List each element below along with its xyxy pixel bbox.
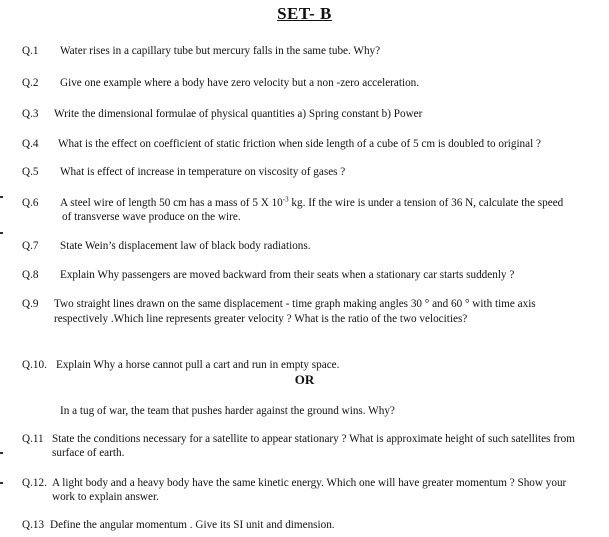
question-8: [22, 268, 514, 283]
question-11: [22, 432, 575, 447]
question-text: Give one example where a body have zero velocity but a non -zero acceleration.: [60, 77, 420, 89]
question-10: [22, 358, 339, 373]
question-9: [22, 297, 536, 312]
question-text-part-b: kg. If the wire is under a tension of 36 N, calculate the speed: [288, 197, 564, 209]
margin-mark: [0, 482, 3, 484]
question-text-part-a: A steel wire of length 50 cm has a mass of 5 X 10: [60, 197, 283, 209]
question-6-continuation: of transverse wave produce on the wire.: [62, 211, 241, 223]
question-text: A light body and a heavy body have the same kinetic energy. Which one will have greater momentum ? Show your: [52, 477, 567, 489]
question-12: [22, 476, 566, 491]
question-number: Q.4: [22, 138, 39, 150]
question-text: Explain Why a horse cannot pull a cart and run in empty space.: [56, 359, 340, 371]
question-12-continuation: work to explain answer.: [52, 491, 159, 503]
question-text: In a tug of war, the team that pushes harder against the ground wins. Why?: [60, 405, 395, 417]
question-10-alternative: [60, 404, 395, 419]
question-number: Q.9: [22, 298, 39, 310]
question-text: Water rises in a capillary tube but mercury falls in the same tube. Why?: [60, 45, 381, 57]
question-text: Write the dimensional formulae of physical quantities a) Spring constant b) Power: [54, 108, 423, 120]
question-2: [22, 76, 419, 91]
question-number: Q.1: [22, 45, 39, 57]
question-number: Q.12.: [22, 477, 47, 489]
margin-mark: [0, 452, 3, 454]
question-3: [22, 107, 422, 122]
question-4: [22, 137, 541, 152]
question-text: State Wein’s displacement law of black body radiations.: [60, 240, 311, 252]
question-number: Q.8: [22, 269, 39, 281]
question-number: Q.3: [22, 108, 39, 120]
question-text: What is effect of increase in temperature on viscosity of gases ?: [60, 166, 346, 178]
question-5: [22, 165, 345, 180]
question-1: [22, 44, 380, 59]
question-number: Q.13: [22, 519, 45, 531]
question-text: Explain Why passengers are moved backward from their seats when a stationary car starts suddenly ?: [60, 269, 515, 281]
page-title: SET- B: [277, 4, 332, 23]
question-number: Q.11: [22, 433, 44, 445]
question-number: Q.5: [22, 166, 39, 178]
margin-mark: [0, 232, 3, 234]
question-13: [22, 518, 335, 533]
question-number: Q.10.: [22, 359, 47, 371]
question-11-continuation: surface of earth.: [52, 447, 125, 459]
question-9-continuation: respectively .Which line represents greater velocity ? What is the ratio of the two velocities?: [54, 313, 468, 325]
question-6: [22, 196, 563, 211]
exponent: -3: [282, 195, 289, 204]
question-number: Q.2: [22, 77, 39, 89]
question-text: State the conditions necessary for a satellite to appear stationary ? What is approximate height of such satellites from: [52, 433, 575, 445]
question-number: Q.6: [22, 197, 39, 209]
margin-mark: [0, 196, 3, 198]
question-number: Q.7: [22, 240, 39, 252]
question-text: What is the effect on coefficient of static friction when side length of a cube of 5 cm is doubled to original ?: [58, 138, 541, 150]
or-divider: OR: [294, 372, 315, 387]
question-text: Define the angular momentum . Give its SI unit and dimension.: [50, 519, 335, 531]
question-7: [22, 239, 311, 254]
question-text: Two straight lines drawn on the same displacement - time graph making angles 30 ° and 60 ° with time axis: [54, 298, 536, 310]
